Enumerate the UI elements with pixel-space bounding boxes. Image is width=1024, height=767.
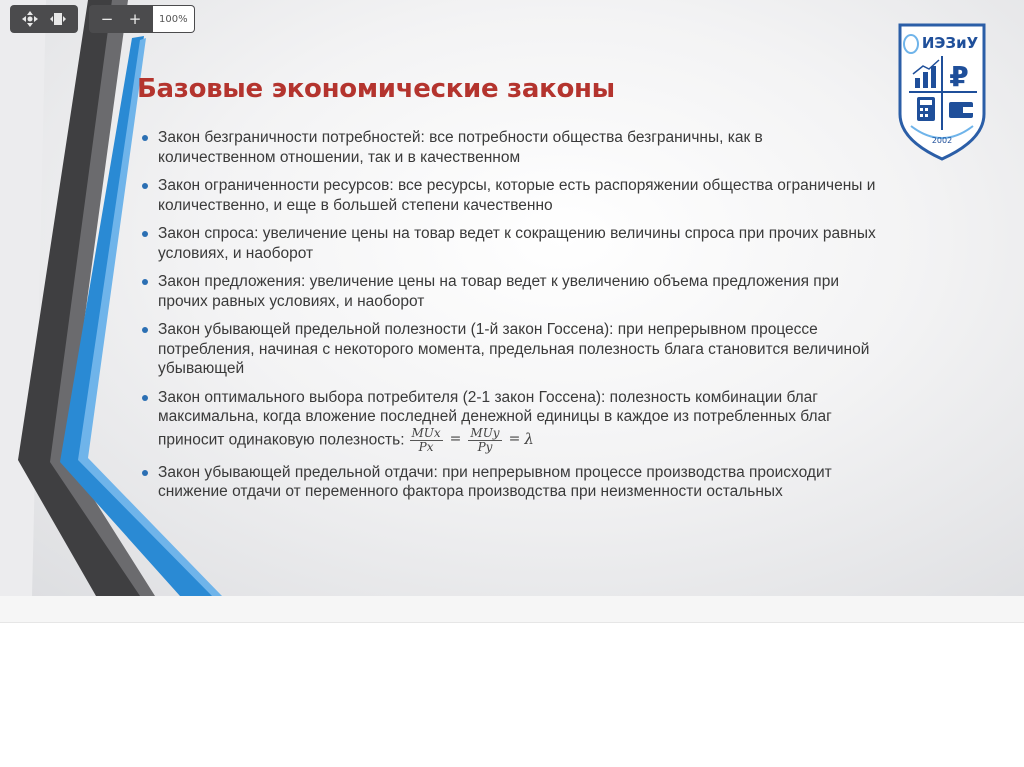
mux-numerator: MUx bbox=[411, 425, 441, 440]
wallet-icon bbox=[949, 102, 973, 118]
fraction-y bbox=[468, 427, 501, 454]
fit-screen-icon bbox=[50, 11, 66, 27]
law-text: Закон оптимального выбора потребителя (2-1 закон Госсена): полезность комбинации благ максимальна, когда вложение последней денежной единицы в каждое из потребленных благ приносит одинаковую полезность: bbox=[158, 388, 832, 449]
list-item: Закон спроса: увеличение цены на товар ведет к сокращению величины спроса при прочих равных условиях, и наоборот bbox=[140, 224, 880, 263]
zoom-level: 100% bbox=[153, 6, 194, 32]
lambda-symbol: λ bbox=[524, 430, 534, 449]
move-button[interactable] bbox=[16, 5, 44, 33]
ruble-icon: ₽ bbox=[949, 60, 969, 93]
logo-text: ИЭЗиУ bbox=[921, 34, 979, 52]
zoom-in-button[interactable]: + bbox=[128, 10, 142, 28]
list-item-with-formula bbox=[140, 388, 880, 454]
muy-numerator: MUy bbox=[470, 425, 500, 440]
px-denominator: Px bbox=[418, 439, 434, 454]
list-item: Закон убывающей предельной полезности (1-й закон Госсена): при непрерывном процессе потребления, начиная с некоторого момента, предельная полезность блага становится величиной убывающей bbox=[140, 320, 880, 379]
fit-screen-button[interactable] bbox=[44, 5, 72, 33]
equals-sign-2: = bbox=[508, 431, 521, 448]
logo-year: 2002 bbox=[931, 136, 953, 145]
list-item: Закон убывающей предельной отдачи: при непрерывном процессе производства происходит снижение отдачи от переменного фактора производства при неизменности остальных bbox=[140, 463, 880, 502]
decor-light-stripe bbox=[0, 0, 46, 596]
view-tools-group bbox=[10, 5, 78, 33]
zoom-out-button[interactable]: − bbox=[100, 10, 114, 28]
move-arrows-icon bbox=[22, 11, 38, 27]
fraction-x bbox=[410, 427, 443, 454]
slide-title: Базовые экономические законы bbox=[137, 74, 615, 104]
equals-sign: = bbox=[449, 431, 462, 448]
zoom-controls bbox=[89, 5, 195, 33]
list-item: Закон безграничности потребностей: все потребности общества безграничны, как в количественном отношении, так и в качественном bbox=[140, 128, 880, 167]
laws-list bbox=[140, 128, 880, 511]
institute-logo bbox=[897, 22, 987, 162]
list-item: Закон ограниченности ресурсов: все ресурсы, которые есть распоряжении общества ограничены и количественно, и еще в большей степени качественно bbox=[140, 176, 880, 215]
calculator-icon bbox=[917, 97, 935, 121]
list-item: Закон предложения: увеличение цены на товар ведет к увеличению объема предложения при прочих равных условиях, и наоборот bbox=[140, 272, 880, 311]
viewer-toolbar bbox=[10, 5, 195, 33]
gossen-formula bbox=[407, 427, 534, 454]
slide-bottom-edge bbox=[0, 596, 1024, 623]
py-denominator: Py bbox=[477, 439, 493, 454]
